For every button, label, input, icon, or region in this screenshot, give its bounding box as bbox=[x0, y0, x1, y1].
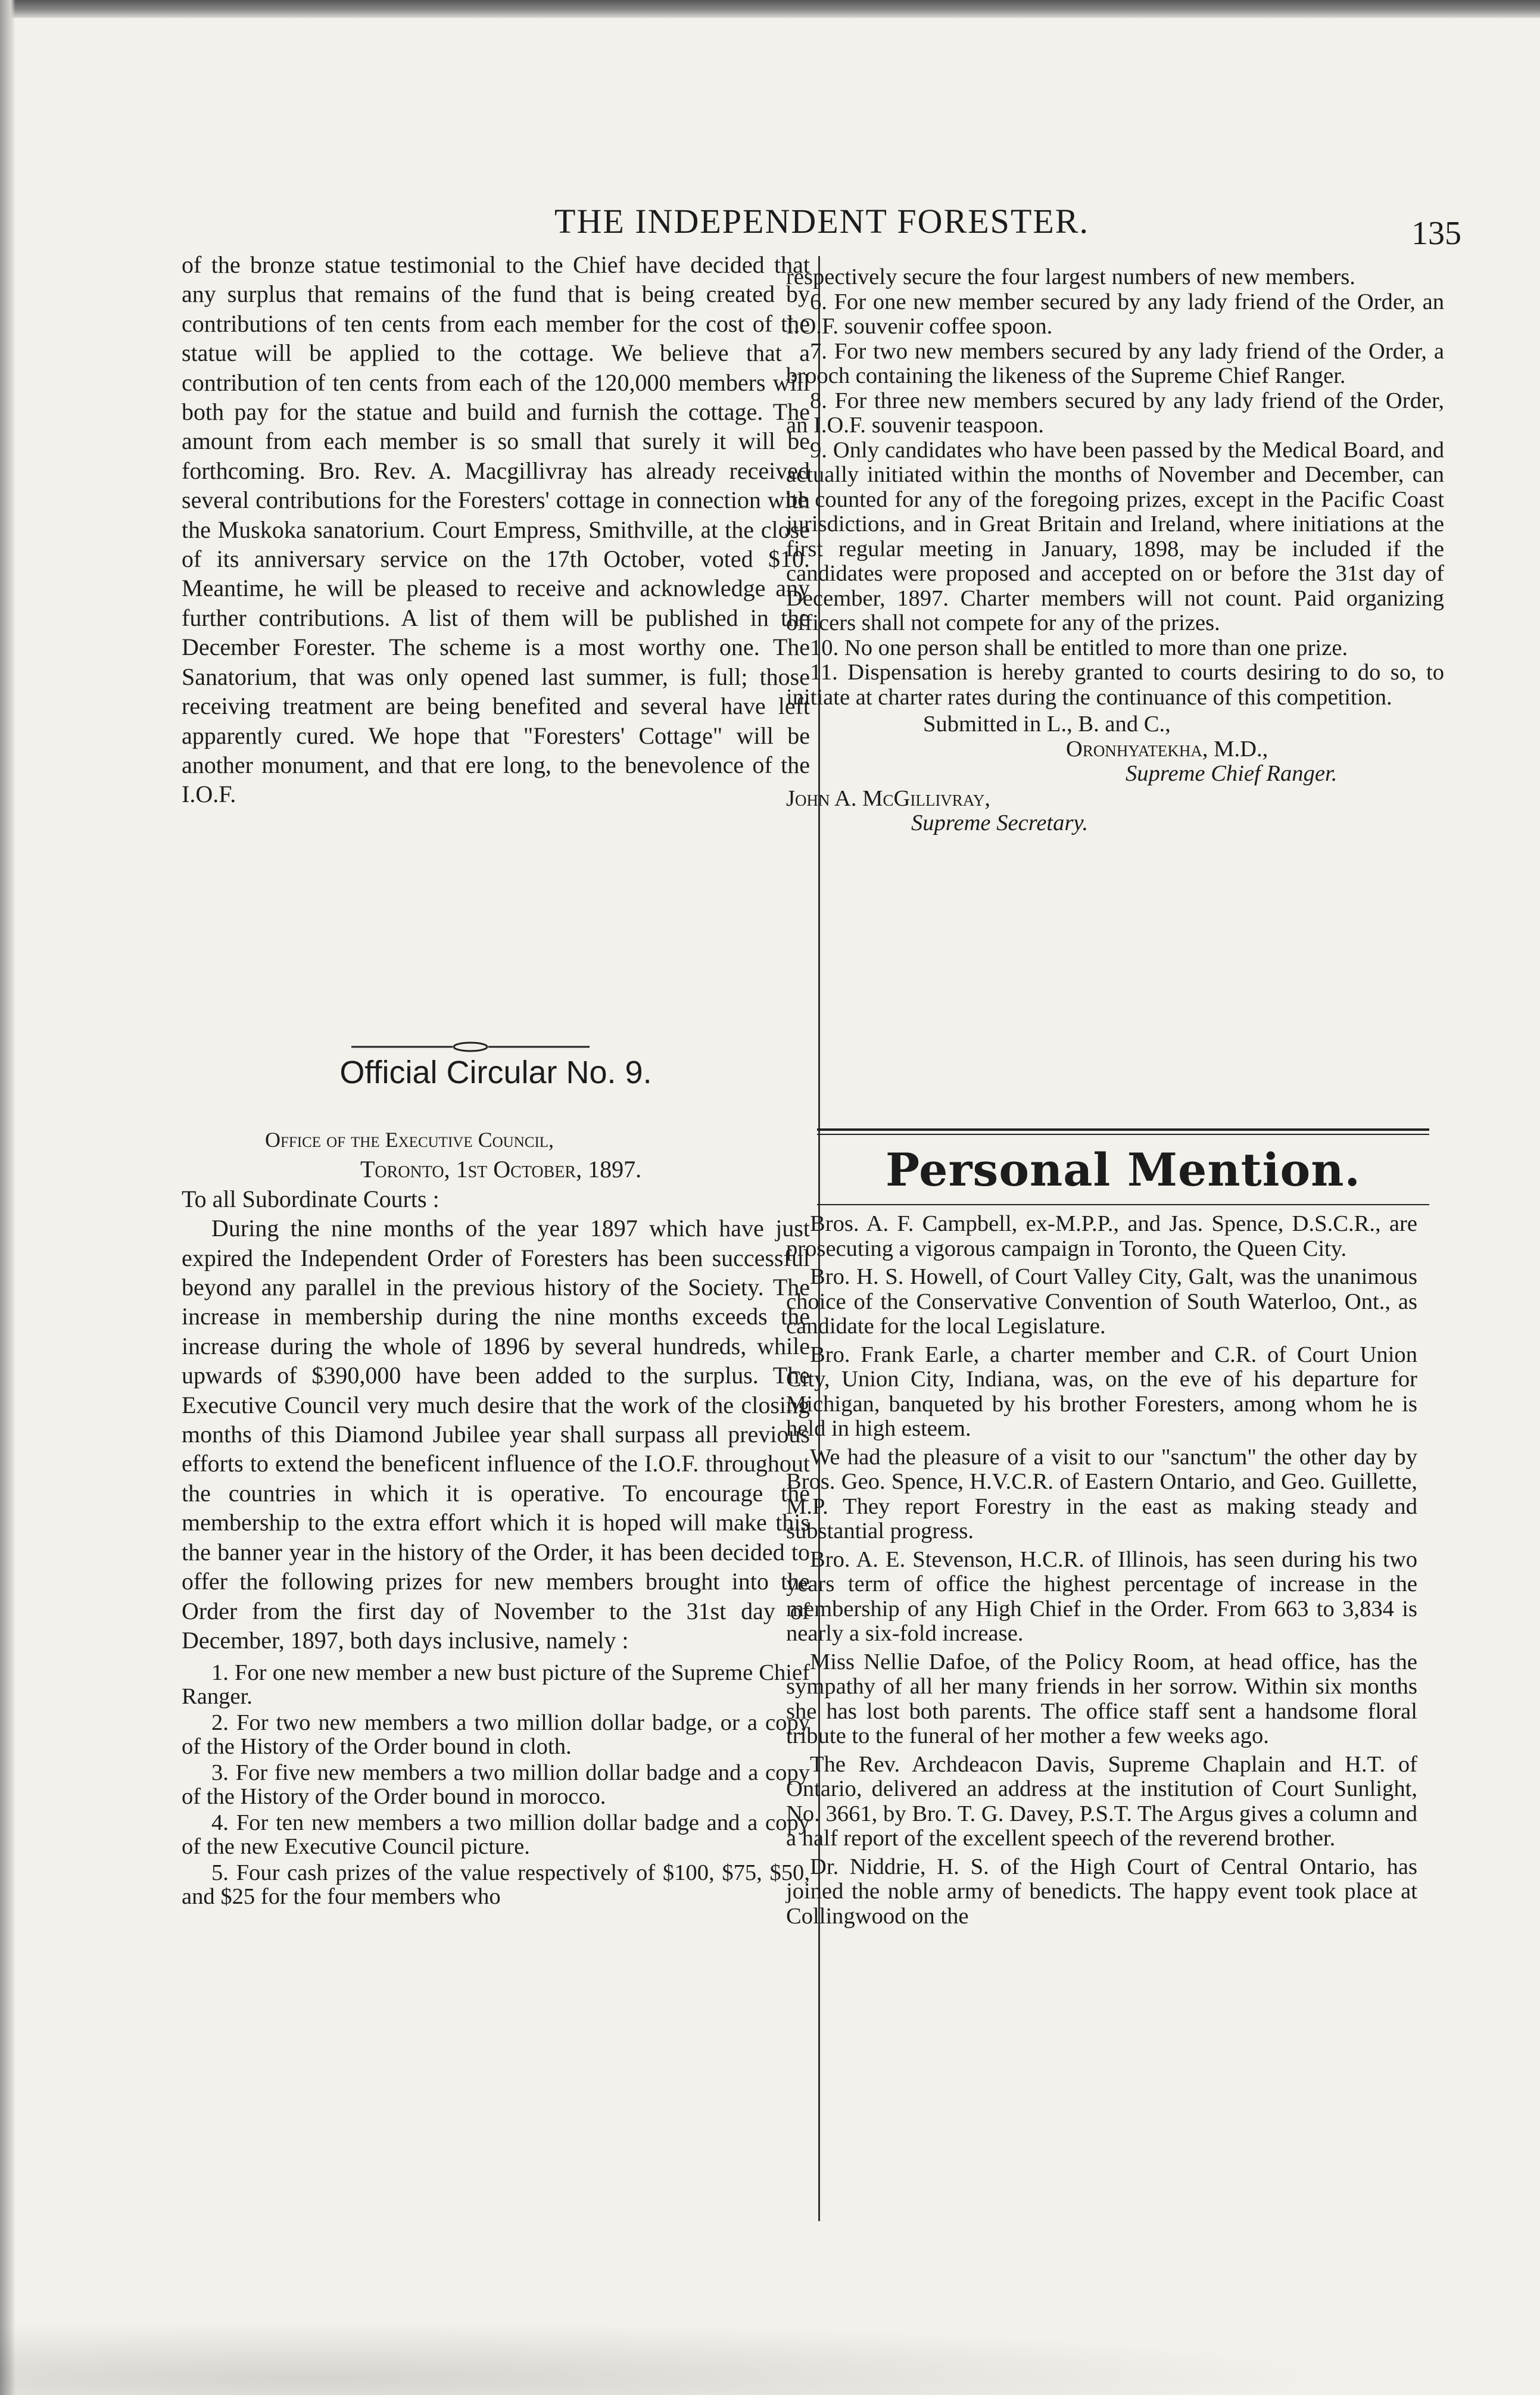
ornament-rule bbox=[351, 1041, 590, 1053]
prize-item: 3. For five new members a two million dollar badge and a copy of the History of the Order bound in morocco. bbox=[182, 1760, 810, 1810]
section-rule-top-thin bbox=[817, 1134, 1429, 1135]
mention-item: The Rev. Archdeacon Davis, Supreme Chaplain and H.T. of Ontario, delivered an address at the institution of Court Sunlight, No. 3661, by Bro. T. G. Davey, P.S.T. The Argus gives a column and a half report of the excellent speech of the reverend brother. bbox=[786, 1751, 1417, 1851]
mention-item: Dr. Niddrie, H. S. of the High Court of Central Ontario, has joined the noble army of benedicts. The happy event took place at Collingwood on the bbox=[786, 1854, 1417, 1929]
prize-continuation: respectively secure the four largest numbers of new members. bbox=[786, 264, 1355, 289]
salutation: To all Subordinate Courts : bbox=[182, 1185, 439, 1212]
mention-item: Bro. A. E. Stevenson, H.C.R. of Illinois, has seen during his two years term of office the highest percentage of increase in the membership of any High Chief in the Order. From 663 to 3,834 is nearly a six-fold increase. bbox=[786, 1546, 1417, 1646]
signer-1: Oronhyatekha, M.D., bbox=[1066, 736, 1268, 762]
signer-1-title: Supreme Chief Ranger. bbox=[1126, 761, 1338, 786]
prize-item: 4. For ten new members a two million dollar badge and a copy of the new Executive Council picture. bbox=[182, 1810, 810, 1860]
prize-item: 1. For one new member a new bust picture of the Supreme Chief Ranger. bbox=[182, 1660, 810, 1710]
signer-2: John A. McGillivray, bbox=[786, 785, 990, 811]
scan-bottom-noise bbox=[0, 2312, 1540, 2395]
prize-item: 2. For two new members a two million dollar badge, or a copy of the History of the Order bound in cloth. bbox=[182, 1710, 810, 1760]
mention-item: Bro. Frank Earle, a charter member and C.R. of Court Union City, Union City, Indiana, was, on the eve of his departure for Michigan, banqueted by his brother Foresters, among whom he is held in high esteem. bbox=[786, 1342, 1417, 1441]
mention-item: Miss Nellie Dafoe, of the Policy Room, at head office, has the sympathy of all her many friends in her sorrow. Within six months she has lost both parents. The office staff sent a handsome floral tribute to the funeral of her mother a few weeks ago. bbox=[786, 1649, 1417, 1748]
left-column-circular bbox=[182, 1125, 810, 1908]
rule-item: 6. For one new member secured by any lady friend of the Order, an I.O.F. souvenir coffee spoon. bbox=[786, 289, 1444, 339]
circular-body: During the nine months of the year 1897 which have just expired the Independent Order of Foresters has been successful beyond any parallel in the previous history of the Society. The increase in membership during the nine months exceeds the increase during the whole of 1896 by several hundreds, while upwards of $390,000 have been added to the surplus. The Executive Council very much desire that the work of the closing months of this Diamond Jubilee year shall surpass all previous efforts to extend the beneficent influence of the I.O.F. throughout the countries in which it is operative. To encourage the membership to the extra effort which it is hoped will make this the banner year in the history of the Order, it has been decided to offer the following prizes for new members brought into the Order from the first day of November to the 31st day of December, 1897, both days inclusive, namely : bbox=[182, 1215, 810, 1654]
running-header: THE INDEPENDENT FORESTER. bbox=[554, 202, 1089, 241]
right-column-top bbox=[786, 265, 1444, 836]
rule-item: 10. No one person shall be entitled to more than one prize. bbox=[810, 635, 1348, 660]
signer-2-title: Supreme Secretary. bbox=[911, 810, 1089, 835]
rule-item: 7. For two new members secured by any lady friend of the Order, a brooch containing the likeness of the Supreme Chief Ranger. bbox=[786, 338, 1444, 388]
prize-item: 5. Four cash prizes of the value respectively of $100, $75, $50, and $25 for the four members who bbox=[182, 1860, 810, 1910]
personal-mention-title: Personal Mention. bbox=[886, 1143, 1361, 1196]
section-rule-top bbox=[817, 1128, 1429, 1131]
section-rule-bottom bbox=[817, 1204, 1429, 1205]
rule-item: 11. Dispensation is hereby granted to courts desiring to do so, to initiate at charter rates during the continuance of this competition. bbox=[786, 660, 1444, 710]
mention-item: We had the pleasure of a visit to our "sanctum" the other day by Bros. Geo. Spence, H.V.C.R. of Eastern Ontario, and Geo. Guillette, M.P. They report Forestry in the east as making steady and substantial progress. bbox=[786, 1444, 1417, 1543]
mention-item: Bro. H. S. Howell, of Court Valley City, Galt, was the unanimous choice of the Conservative Convention of South Waterloo, Ont., as candidate for the local Legislature. bbox=[786, 1264, 1417, 1339]
circular-title: Official Circular No. 9. bbox=[339, 1055, 652, 1090]
scan-top-edge bbox=[0, 0, 1540, 18]
submitted-line: Submitted in L., B. and C., bbox=[923, 712, 1171, 737]
mention-item: Bros. A. F. Campbell, ex-M.P.P., and Jas. Spence, D.S.C.R., are prosecuting a vigorous campaign in Toronto, the Queen City. bbox=[786, 1211, 1417, 1261]
page-number: 135 bbox=[1411, 215, 1461, 252]
cottage-paragraph: of the bronze statue testimonial to the Chief have decided that any surplus that remains of the fund that is being created by contributions of ten cents from each member for the cost of the statue will be applied to the cottage. We believe that a contribution of ten cents from each of the 120,000 members will both pay for the statue and build and furnish the cottage. The amount from each member is so small that surely it will be forthcoming. Bro. Rev. A. Macgillivray has already received several contributions for the Foresters' cottage in connection with the Muskoka sanatorium. Court Empress, Smithville, at the close of its anniversary service on the 17th October, voted $10. Meantime, he will be pleased to receive and acknowledge any further contributions. A list of them will be published in the December Forester. The scheme is a most worthy one. The Sanatorium, that was only opened last summer, is full; those receiving treatment are being benefited and several have left apparently cured. We hope that "Foresters' Cottage" will be another monument, and that ere long, to the benevolence of the I.O.F. bbox=[182, 251, 810, 808]
place-date: Toronto, 1st October, 1897. bbox=[360, 1156, 642, 1183]
left-column-top bbox=[182, 250, 810, 809]
office-line: Office of the Executive Council, bbox=[265, 1128, 554, 1152]
rule-item: 9. Only candidates who have been passed by the Medical Board, and actually initiated within the months of November and December, can be counted for any of the foregoing prizes, except in the Pacific Coast jurisdictions, and in Great Britain and Ireland, where initiations at the first regular meeting in January, 1898, may be included if the candidates were proposed and accepted on or before the 31st day of December, 1897. Charter members will not count. Paid organizing officers shall not compete for any of the prizes. bbox=[786, 437, 1444, 635]
scan-left-edge bbox=[0, 0, 15, 2395]
rule-item: 8. For three new members secured by any lady friend of the Order, an I.O.F. souvenir teaspoon. bbox=[786, 388, 1444, 438]
personal-mention-column bbox=[786, 1212, 1417, 1929]
